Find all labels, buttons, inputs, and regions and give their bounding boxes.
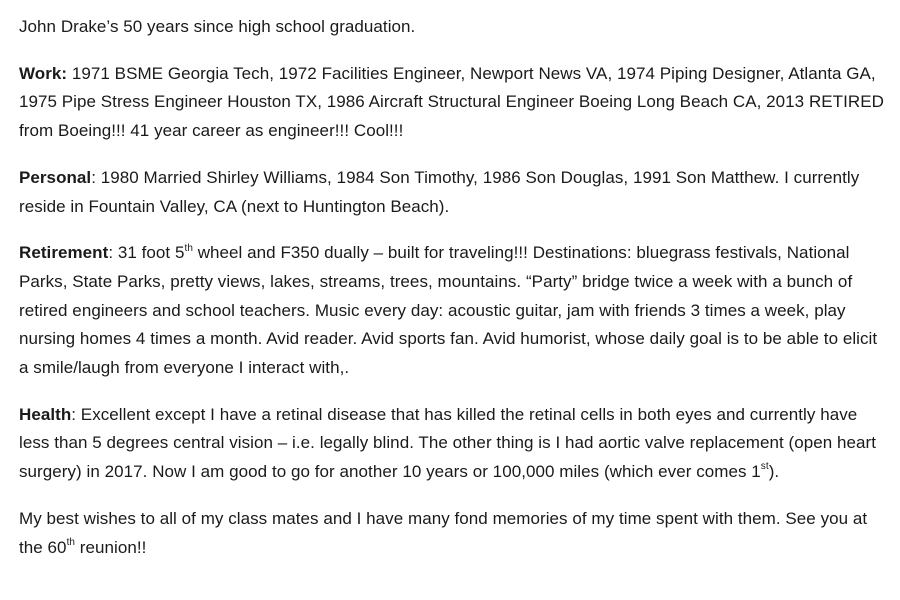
retirement-text-after: wheel and F350 dually – built for traveling!!! Destinations: bluegrass festivals, National Parks, State Parks, pretty views, lakes, streams, trees, mountains. “Party” bridge twice a week with a bunch of retired engineers and school teachers. Music every day: acoustic guitar, jam with friends 3 times a week, play nursing homes 4 times a month. Avid reader. Avid sports fan. Avid humorist, whose daily goal is to be able to elicit a smile/laugh from everyone I interact with,. — [19, 243, 878, 378]
retirement-superscript: th — [184, 242, 193, 254]
work-paragraph — [19, 60, 886, 146]
intro-text: John Drake’s 50 years since high school graduation. — [19, 17, 416, 36]
closing-superscript: th — [66, 536, 76, 548]
closing-paragraph — [19, 505, 886, 562]
closing-text-before: My best wishes to all of my class mates and I have many fond memories of my time spent with them. See you at the 60 — [19, 508, 868, 557]
work-heading: Work: — [19, 63, 68, 83]
retirement-paragraph — [19, 239, 886, 383]
closing-text-after: reunion!! — [75, 537, 147, 557]
personal-heading: Personal — [19, 167, 92, 187]
health-text-before: : Excellent except I have a retinal disease that has killed the retinal cells in both eyes and currently have less than 5 degrees central vision – i.e. legally blind. The other thing is I had aortic valve replacement (open heart surgery) in 2017. Now I am good to go for another 10 years or 100,000 miles (which ever comes 1 — [19, 404, 877, 482]
health-heading: Health — [19, 404, 72, 424]
health-text-after: ). — [768, 462, 780, 482]
retirement-heading: Retirement — [19, 243, 109, 263]
retirement-text-before: : 31 foot 5 — [108, 243, 185, 263]
work-text: 1971 BSME Georgia Tech, 1972 Facilities Engineer, Newport News VA, 1974 Piping Designer, Atlanta GA, 1975 Pipe Stress Engineer Houston TX, 1986 Aircraft Structural Engineer Boeing Long Beach CA, 2013 RETIRED from Boeing!!! 41 year career as engineer!!! Cool!!! — [19, 63, 884, 141]
personal-paragraph — [19, 164, 886, 221]
intro-paragraph — [19, 13, 886, 42]
health-superscript: st — [760, 461, 769, 473]
personal-text: : 1980 Married Shirley Williams, 1984 Son Timothy, 1986 Son Douglas, 1991 Son Matthew. I currently reside in Fountain Valley, CA (next to Huntington Beach). — [19, 167, 860, 216]
health-paragraph — [19, 401, 886, 487]
